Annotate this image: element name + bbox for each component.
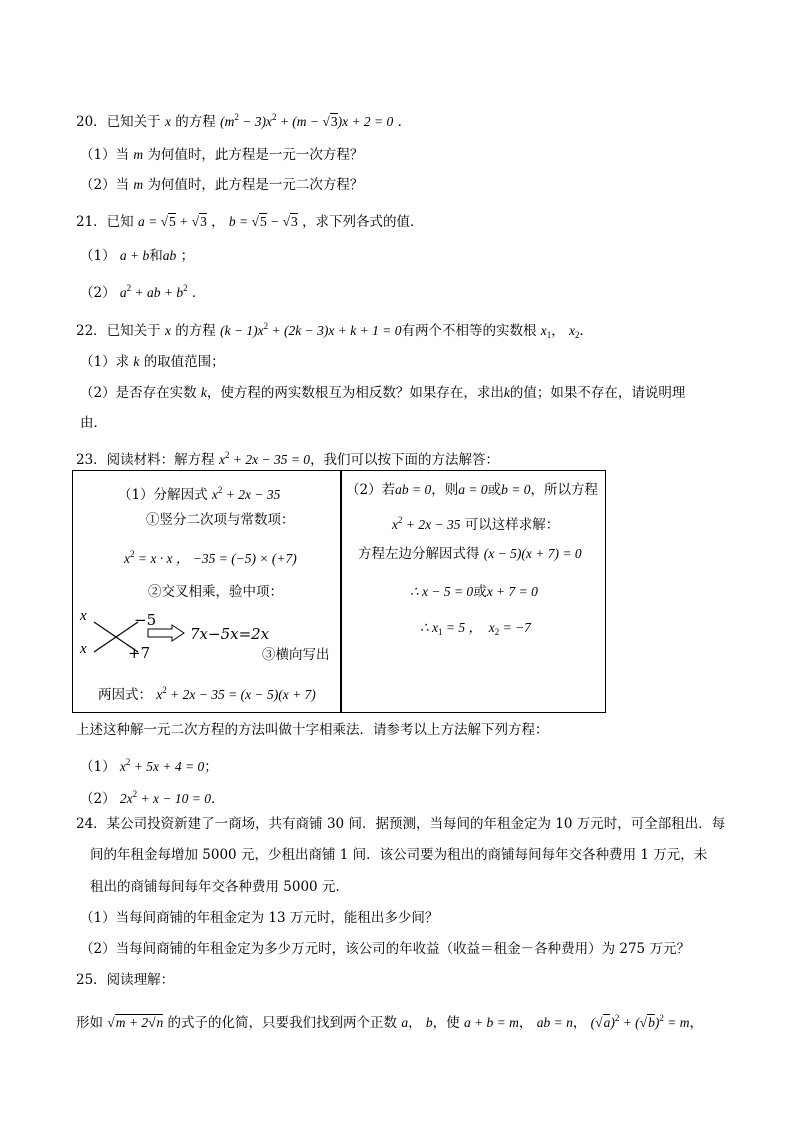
q22-part2-cont: 由． xyxy=(80,415,107,431)
left-step1: （1）分解因式 $x^2 + 2x - 35$ xyxy=(118,485,281,503)
q22-part1: （1）求 k 的取值范围； xyxy=(80,354,225,370)
q20-part1: （1）当 m 为何值时，此方程是一元一次方程？ xyxy=(80,147,364,163)
q24-line3: 租出的商铺每间每年交各种费用 5000 元． xyxy=(90,879,349,895)
q22-part2: （2）是否存在实数 k，使方程的两实数根互为相反数？如果存在，求出k的值；如果不存在，请说明理 xyxy=(80,385,686,401)
q22-stem: 22．已知关于 x 的方程 $(k - 1)x^2 + (2k - 3)x + k + 1 = 0$有两个不相等的实数根 $x_1$， $x_2$． xyxy=(76,321,594,340)
q21-part1: （1） a + b和ab ； xyxy=(80,248,195,264)
q20-stem: 20．已知关于 x 的方程 $(m^2 - 3)x^2 + (m - √3)x + 2 = 0$ ． xyxy=(76,112,412,130)
q23-after: 上述这种解一元二次方程的方法叫做十字相乘法．请参考以上方法解下列方程： xyxy=(76,722,549,738)
q24-part1: （1）当每间商铺的年租金定为 13 万元时，能租出多少间？ xyxy=(80,910,439,926)
q25-line1: 形如 √m + 2√n 的式子的化简，只要我们找到两个正数 a， b，使 a + b = m， ab = n， $(√a)^2 + (√b)^2 = m$， xyxy=(76,1013,703,1031)
cross-result: 7x−5x=2x xyxy=(190,625,270,643)
cross-bottom-value: +7 xyxy=(128,644,151,662)
cross-x-bottom: x xyxy=(80,641,87,657)
left-step3: ②交叉相乘，验中项： xyxy=(148,584,283,600)
box-divider xyxy=(340,470,342,713)
left-step4: ③横向写出 xyxy=(262,647,330,663)
q23-part2: （2） $2x^2 + x - 10 = 0$． xyxy=(80,789,225,807)
right-step3: 方程左边分解因式得 (x − 5)(x + 7) = 0 xyxy=(358,546,582,562)
right-step4: ∴ x − 5 = 0或x + 7 = 0 xyxy=(410,584,538,600)
q21-part2: （2） $a^2$ + ab + $b^2$ ． xyxy=(80,283,206,301)
q23-part1: （1） $x^2 + 5x + 4 = 0$； xyxy=(80,757,218,775)
left-step2: ①竖分二次项与常数项： xyxy=(146,512,295,528)
q23-stem: 23．阅读材料：解方程 $x^2 + 2x - 35 = 0$，我们可以按下面的方法解答： xyxy=(76,450,500,468)
q20-part2: （2）当 m 为何值时，此方程是一元二次方程？ xyxy=(80,177,364,193)
q25-title: 25．阅读理解： xyxy=(76,972,175,988)
left-split: $x^2 = x \cdot x$ ， −35 = (−5) × (+7) xyxy=(124,549,297,566)
right-roots: ∴ $x_1 = 5$ ， $x_2 = -7$ xyxy=(420,620,531,637)
right-step1: （2）若ab = 0，则a = 0或b = 0，所以方程 xyxy=(346,482,598,498)
cross-x-top: x xyxy=(80,608,87,624)
left-result: 两因式： $x^2 + 2x - 35 = (x - 5)(x + 7)$ xyxy=(98,685,316,703)
q24-part2: （2）当每间商铺的年租金定为多少万元时，该公司的年收益（收益＝租金－各种费用）为 275 万元？ xyxy=(80,941,690,957)
q24-line2: 间的年租金每增加 5000 元，少租出商铺 1 间．该公司要为租出的商铺每间每年交各种费用 1 万元，未 xyxy=(90,847,708,863)
q21-stem: 21．已知 a = √5 + √3 ， b = √5 − √3 ，求下列各式的值． xyxy=(76,214,424,230)
q24-line1: 24．某公司投资新建了一商场，共有商铺 30 间．据预测，当每间的年租金定为 10 万元时，可全部租出．每 xyxy=(76,816,726,832)
cross-top-value: −5 xyxy=(134,611,157,629)
right-step2: $x^2 + 2x - 35$ 可以这样求解： xyxy=(392,515,560,533)
